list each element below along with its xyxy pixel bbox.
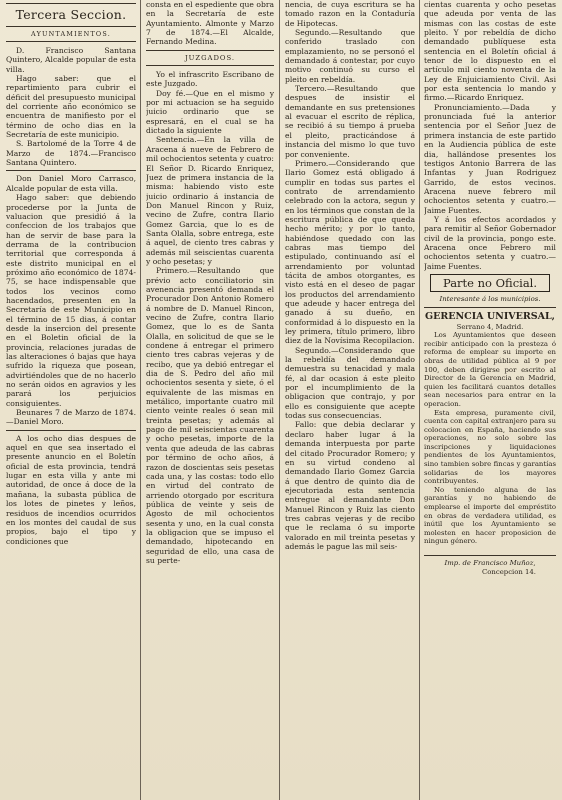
section-subtitle: AYUNTAMIENTOS.	[31, 30, 111, 38]
rule	[6, 26, 136, 27]
notice-text: cientas cuarenta y ocho pesetas que adeuda por venta de las mismas con las costas de este pleito. Y por rebeldía de dicho demandado publíquese esta sentencia en el Boletín oficial á tenor de lo dispuesto en el artículo mil ciento noventa de la Ley de Enjuiciamiento Civil. Asi por esta sentencia lo mando y firmo.—Ricardo Enriquez.	[424, 0, 556, 103]
column-3	[285, 0, 415, 800]
rule	[6, 430, 136, 431]
notice-text: Yo el infrascrito Escribano de este Juzgado.	[146, 70, 274, 89]
ad-text: Esta empresa, puramente civil, cuenta con capital extranjero para su colocacion en España, haciendo sus operaciones, no solo sobre las inscripciones y liquidaciones pendientes de los Ayuntamientos, sino tambien sobre fincas y garantías solidarias de los mayores contribuyentes.	[424, 408, 556, 486]
rule	[6, 3, 136, 4]
notice-text: Primero.—Considerando que Ilario Gomez está obligado á cumplir en todas sus partes el contrato de arrendamiento celebrado con la actora, segun y en los términos que constan de la escritura pública de que queda hecho mérito; y por lo tanto, habiéndose quedado con las cabras mas tiempo del estipulado, continuando así el arrendamiento por voluntad tácita de ambos otorgantes, es visto está en el deseo de pagar los productos del arrendamiento que adeude y hacer entrega del ganado á su dueño, en conformidad á lo dispuesto en la ley primera, título primero, libro diez de la Novísima Recopilacion.	[285, 158, 415, 346]
imprint-address: Concepcion 14.	[481, 567, 536, 576]
ad-address: Serrano 4, Madrid.	[456, 322, 524, 331]
rule	[6, 41, 136, 42]
notice-text: Hago saber: que el repartimiento para cubrir el déficit del presupuesto municipal del corriente año económico se encuentra de manifiesto por el término de ocho dias en la Secretaría de este municipio.	[6, 74, 136, 140]
rule	[6, 170, 136, 171]
column-divider	[279, 0, 280, 800]
notice-text: Segundo.—Considerando que la rebeldía del demandado demuestra su tenacidad y mala fé, al dar ocasion á este pleito por el incumplimiento de la obligacion que contrajo, y por ello es consiguiente que acepte todas sus consecuencias.	[285, 345, 415, 421]
notice-text: Primero.—Resultando que prévio acto conciliatorio sin avenencia presentó demanda el Procurador Don Antonio Romero á nombre de D. Manuel Rincon, vecino de Zufre, contra Ilario Gomez, que lo es de Santa Olalla, en solicitud de que se le condene á entregar el primero ciento tres cabras vejeras y de recibo, que ya debió entregar el dia de S. Pedro del año mil ochocientos sesenta y siete, ó el equivalente de las mismas en metálico, importante cuatro mil ciento veinte reales ó sean mil treinta pesetas; y además al pago de mil seiscientas cuarenta y ocho pesetas, importe de la venta que adeuda de las cabras por término de ocho años, á razon de doscientas seis pesetas cada una, y las costas: todo ello en virtud del contrato de arriendo otorgado por escritura pública de veinte y seis de Agosto de mil ochocientos sesenta y uno, en la cual consta la obligacion que se impuso el demandado, hipotecando en seguridad de ello, una casa de su perte-	[146, 266, 274, 565]
rule	[424, 555, 556, 556]
rule	[146, 65, 274, 66]
column-4	[424, 0, 556, 800]
column-divider	[140, 0, 141, 800]
rule	[146, 50, 274, 51]
notice-text: Sentencia.—En la villa de Aracena á nueve de Febrero de mil ochocientos setenta y cuatro: El Señor D. Ricardo Enriquez, Juez de primera instancia de la misma: habiendo visto este juicio ordinario á instancia de Don Manuel Rincon y Ruiz, vecino de Zufre, contra Ilario Gomez Garcia, que lo es de Santa Olalla, sobre entrega, este á aquel, de ciento tres cabras y además mil seiscientas cuarenta y ocho pesetas; y	[146, 135, 274, 266]
notice-text: A los ocho dias despues de aquel en que sea insertado el presente anuncio en el Boletín oficial de esta provincia, tendrá lugar en esta villa y ante mi autoridad, de once á doce de la mañana, la subasta pública de los lotes de pinetes y leños, residuos de incendios ocurridos en los montes del caudal de sus propios, bajo el tipo y condiciones que	[6, 433, 136, 546]
ad-company: GERENCIA UNIVERSAL,	[425, 310, 555, 322]
notice-text: Beunares 7 de Marzo de 1874.—Daniel Moro.	[6, 408, 136, 427]
section-title-box: Parte no Oficial.	[430, 274, 550, 292]
notice-text: nencia, de cuya escritura se ha tomado razon en la Contaduría de Hipotecas.	[285, 0, 415, 28]
notice-text: Segundo.—Resultando que conferido traslado con emplazamiento, no se personó el demandado á contestar, por cuyo motivo continuó su curso el pleito en rebeldía.	[285, 28, 415, 84]
notice-text: Hago saber: que debiendo procederse por la Junta de valuacion que presidió á la confeccion de los trabajos que han de servir de base para la derrama de la contribucion territorial que corresponda á este distrito municipal en el próximo año económico de 1874-75, se hace indispensable que todos los vecinos como hacendados, presenten en la Secretaría de este Municipio en el término de 15 dias, á contar desde la insercion del presente en el Boletin oficial de la provincia, relaciones juradas de las alteraciones ó bajas que haya sufrido la riqueza que posean, advirtiéndoles que de no hacerlo no serán oidos en agravios y les parará los perjuicios consiguientes.	[6, 193, 136, 408]
column-1	[6, 0, 136, 800]
column-divider	[419, 0, 420, 800]
notice-text: Pronunciamiento.—Dada y pronunciada fué la anterior sentencia por el Señor Juez de primera instancia de este partido en la Audiencia pública de este dia, hallándose presentes los testigos Antonio Barrera de las Infantas y Juan Rodriguez Garrido, de estos vecinos. Aracena nueve febrero mil ochocientos setenta y cuatro.—Jaime Fuentes.	[424, 102, 556, 215]
section-title: Tercera Seccion.	[15, 7, 127, 22]
notice-text: D. Francisco Santana Quintero, Alcalde popular de esta villa.	[6, 46, 136, 74]
imprint: Imp. de Francisco Muñoz,	[444, 559, 536, 567]
notice-text: Doy fé.—Que en el mismo y por mi actuacion se ha seguido juicio ordinario que se espresará, en el cual se ha dictado la siguiente	[146, 88, 274, 136]
notice-text: Fallo: que debia declarar y declaro haber lugar á la demanda interpuesta por parte del citado Procurador Romero; y en su virtud condeno al demandado Ilario Gomez Garcia á que dentro de quinto dia de ejecutoriada esta sentencia entregue al demandante Don Manuel Rincon y Ruiz las ciento tres cabras vejeras y de recibo que le reclama ó su importe valorado en mil treinta pesetas y además le pague las mil seis-	[285, 420, 415, 551]
rule	[424, 307, 556, 308]
ad-text: No teniendo alguna de las garantías y no habiendo de emplearse el importe del empréstito en obras de verdadera utilidad, es inútil que los Ayuntamiento se molesten en hacer proposicion de ningun género.	[424, 485, 556, 546]
section-subtitle: JUZGADOS.	[184, 53, 236, 62]
ad-heading: Interesante á los municipios.	[439, 294, 541, 303]
notice-text: S. Bartolomé de la Torre 4 de Marzo de 1874.—Francisco Santana Quintero.	[6, 139, 136, 168]
notice-text: consta en el espediente que obra en la Secretaría de este Ayuntamiento. Almonte y Marzo 7 de 1874.—El Alcalde, Fernando Medina.	[146, 0, 274, 47]
notice-text: Y á los efectos acordados y para remitir al Señor Gobernador civil de la provincia, pongo este. Aracena once Febrero mil ochocientos setenta y cuatro.—Jaime Fuentes.	[424, 214, 556, 271]
notice-text: Don Daniel Moro Carrasco, Alcalde popular de esta villa.	[6, 174, 136, 193]
column-2	[146, 0, 274, 800]
ad-text: Los Ayuntamientos que deseen recibir anticipado con la presteza ó reforma de emplear su importe en obras de utilidad pública al 9 por 100, deben dirigirse por escrito al Director de la Gerencia en Madrid, quien les facilitará cuantos detalles sean necesarios para entrar en la operacion.	[424, 331, 556, 408]
notice-text: Tercero.—Resultando que despues de insistir el demandante en sus pretensiones al evacuar el escrito de réplica, se recibió á su tiempo á prueba el pleito, practicándose á instancia del mismo lo que tuvo por conveniente.	[285, 84, 415, 159]
